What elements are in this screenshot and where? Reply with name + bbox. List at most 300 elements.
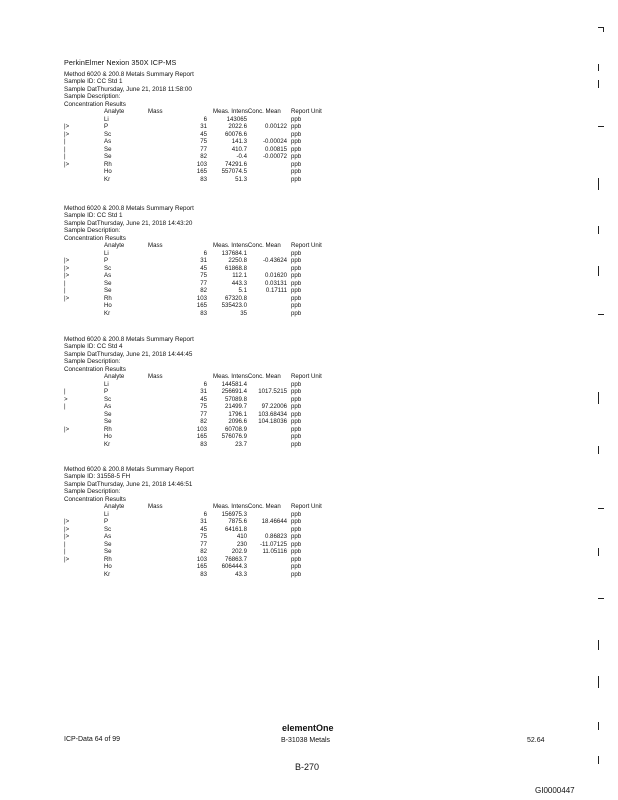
table-row [64,426,322,434]
table-row [64,433,322,441]
row-intensity: 64161.8 [224,525,247,533]
header-analyte: Analyte [104,108,125,116]
row-unit: ppb [291,145,302,153]
table-row [64,153,322,161]
row-analyte: Ho [104,302,112,310]
row-analyte: As [104,272,112,280]
row-spacer [148,556,182,564]
row-intensity: 51.3 [235,175,247,183]
row-mass: 6 [203,115,207,123]
row-spacer [148,302,182,310]
sample-description-line: Sample Description: [64,488,121,496]
row-flag: |> [64,533,70,541]
row-intensity: 202.9 [231,548,247,556]
results-label: Concentration Results [64,495,126,503]
sample-description-line: Sample Description: [64,227,121,235]
row-spacer [148,396,182,404]
margin-mark [598,676,599,688]
margin-mark [598,548,599,556]
row-intensity: 43.3 [235,570,247,578]
row-unit: ppb [291,115,302,123]
header-report-unit: Report Unit [291,242,322,250]
row-intensity: 2250.8 [228,257,247,265]
table-row [64,563,322,571]
row-conc-mean: 0.86823 [264,533,287,541]
row-spacer [148,511,182,519]
row-unit: ppb [291,153,302,161]
margin-mark [598,446,599,454]
row-mass: 77 [200,410,207,418]
margin-mark [598,226,599,234]
row-analyte: Se [104,153,112,161]
row-unit: ppb [291,309,302,317]
results-header-row [64,373,322,381]
row-flag: |> [64,525,70,533]
row-unit: ppb [291,395,302,403]
row-unit: ppb [291,175,302,183]
results-label: Concentration Results [64,365,126,373]
row-conc-mean [247,426,287,434]
row-conc-mean: -11.07125 [260,540,287,548]
row-unit: ppb [291,130,302,138]
table-row [64,295,322,303]
row-mass: 45 [200,130,207,138]
table-row [64,280,322,288]
row-intensity: 256691.4 [221,388,247,396]
row-unit: ppb [291,403,302,411]
row-mass: 82 [200,418,207,426]
table-row [64,381,322,389]
row-conc-mean: -0.00072 [262,153,287,161]
row-spacer [148,280,182,288]
row-flag [64,310,104,318]
header-mass: Mass [148,108,163,116]
row-flag [64,250,104,258]
row-intensity: 410 [236,533,247,541]
method-line: Method 6020 & 200.8 Metals Summary Report [64,336,194,343]
row-conc-mean [247,176,287,184]
row-analyte: Se [104,145,112,153]
row-analyte: Rh [104,555,112,563]
row-intensity: -0.4 [236,153,247,161]
sample-date-line: Sample DatThursday, June 21, 2018 11:58:00 [64,85,192,93]
row-flag: | [64,403,66,411]
table-row [64,138,322,146]
table-row [64,168,322,176]
table-row [64,123,322,131]
row-flag: |> [64,518,70,526]
row-spacer [148,433,182,441]
row-conc-mean: 104.18036 [258,418,287,426]
row-analyte: Kr [104,440,111,448]
row-flag: | [64,153,66,161]
row-analyte: Sc [104,525,112,533]
row-conc-mean [247,116,287,124]
row-mass: 165 [196,433,207,441]
row-conc-mean [247,265,287,273]
row-flag: | [64,145,66,153]
row-unit: ppb [291,294,302,302]
row-mass: 75 [200,272,207,280]
row-flag: | [64,540,66,548]
results-table [64,373,322,448]
table-row [64,518,322,526]
row-unit: ppb [291,518,302,526]
table-row [64,310,322,318]
row-unit: ppb [291,548,302,556]
row-unit: ppb [291,563,302,571]
row-spacer [148,426,182,434]
row-analyte: Se [104,418,112,426]
row-mass: 82 [200,548,207,556]
row-analyte: Rh [104,160,112,168]
row-conc-mean [247,295,287,303]
header-mass: Mass [148,242,163,250]
row-mass: 6 [203,249,207,257]
row-conc-mean [247,250,287,258]
row-conc-mean: 0.03131 [264,279,287,287]
row-unit: ppb [291,279,302,287]
row-mass: 83 [200,309,207,317]
row-spacer [148,116,182,124]
table-row [64,287,322,295]
row-flag [64,511,104,519]
row-flag [64,441,104,449]
row-unit: ppb [291,525,302,533]
row-mass: 83 [200,175,207,183]
row-analyte: Ho [104,563,112,571]
sample-id-line: Sample ID: CC Std 1 [64,78,123,86]
row-conc-mean: 11.05116 [262,548,287,556]
row-mass: 31 [200,123,207,131]
header-report-unit: Report Unit [291,108,322,116]
row-unit: ppb [291,388,302,396]
sample-date-line: Sample DatThursday, June 21, 2018 14:44:45 [64,350,193,358]
header-spacer [182,503,207,511]
row-conc-mean [247,131,287,139]
row-unit: ppb [291,540,302,548]
row-unit: ppb [291,410,302,418]
header-analyte: Analyte [104,503,125,511]
row-analyte: Ho [104,433,112,441]
header-spacer [64,373,104,381]
table-row [64,146,322,154]
results-table [64,108,322,183]
row-analyte: Kr [104,309,111,317]
row-intensity: 67320.8 [224,294,247,302]
row-intensity: 137684.1 [221,249,247,257]
row-analyte: Sc [104,395,112,403]
row-flag [64,381,104,389]
row-intensity: 57089.8 [224,395,247,403]
row-conc-mean: 97.22006 [261,403,287,411]
method-line: Method 6020 & 200.8 Metals Summary Report [64,466,194,473]
row-intensity: 1796.1 [228,410,247,418]
header-spacer [64,242,104,250]
row-intensity: 557074.5 [221,168,247,176]
margin-mark [598,178,599,190]
row-spacer [148,153,182,161]
row-unit: ppb [291,249,302,257]
row-analyte: Li [104,380,109,388]
row-mass: 31 [200,518,207,526]
bates-number: GI0000447 [535,786,575,795]
row-conc-mean [247,511,287,519]
results-header-row [64,242,322,250]
row-conc-mean: 0.01620 [264,272,287,280]
table-row [64,116,322,124]
row-analyte: Sc [104,130,112,138]
row-analyte: As [104,403,112,411]
row-mass: 165 [196,302,207,310]
row-unit: ppb [291,257,302,265]
row-unit: ppb [291,380,302,388]
results-label: Concentration Results [64,100,126,108]
margin-mark [598,64,599,71]
row-spacer [148,295,182,303]
sample-report-block [64,205,464,317]
footer-data-page: ICP-Data 64 of 99 [64,736,121,743]
margin-mark [598,314,604,315]
row-mass: 83 [200,440,207,448]
row-spacer [148,287,182,295]
margin-mark [598,80,599,88]
row-mass: 103 [196,555,207,563]
row-spacer [148,441,182,449]
row-unit: ppb [291,533,302,541]
row-conc-mean: 0.00815 [264,145,287,153]
row-conc-mean [247,556,287,564]
row-mass: 165 [196,168,207,176]
row-conc-mean [247,302,287,310]
row-intensity: 23.7 [235,440,247,448]
header-spacer [182,373,207,381]
row-unit: ppb [291,168,302,176]
row-intensity: 156975.3 [221,510,247,518]
row-flag: |> [64,555,70,563]
row-analyte: P [104,518,109,526]
row-intensity: 410.7 [231,145,247,153]
row-spacer [148,257,182,265]
row-mass: 103 [196,425,207,433]
page-number: B-270 [295,762,320,772]
table-row [64,548,322,556]
header-meas-intens: Meas. IntensConc. Mean [213,108,281,116]
row-intensity: 74291.6 [224,160,247,168]
row-flag: |> [64,264,70,272]
row-unit: ppb [291,264,302,272]
row-flag: | [64,279,66,287]
margin-mark [598,266,599,276]
row-unit: ppb [291,555,302,563]
row-analyte: Se [104,548,112,556]
row-conc-mean [247,571,287,579]
row-spacer [148,388,182,396]
margin-mark [598,126,604,127]
row-spacer [148,168,182,176]
row-mass: 83 [200,570,207,578]
row-analyte: P [104,388,109,396]
row-flag: |> [64,272,70,280]
row-mass: 31 [200,257,207,265]
sample-id-line: Sample ID: CC Std 4 [64,343,123,351]
row-flag [64,176,104,184]
row-mass: 103 [196,160,207,168]
row-flag [64,418,104,426]
row-spacer [148,541,182,549]
row-intensity: 143065 [226,115,247,123]
row-intensity: 5.1 [238,287,247,295]
row-mass: 6 [203,510,207,518]
row-analyte: Se [104,279,112,287]
footer-ref-number: 52.64 [527,737,545,744]
row-flag: |> [64,130,70,138]
row-flag [64,411,104,419]
row-intensity: 2096.6 [228,418,247,426]
table-row [64,571,322,579]
row-unit: ppb [291,425,302,433]
row-intensity: 443.3 [231,279,247,287]
header-mass: Mass [148,373,163,381]
row-conc-mean: 1017.5215 [258,388,287,396]
sample-date-line: Sample DatThursday, June 21, 2018 14:43:20 [64,219,193,227]
row-analyte: Kr [104,570,111,578]
header-spacer [64,503,104,511]
row-intensity: 60708.9 [224,425,247,433]
row-analyte: As [104,138,112,146]
row-mass: 75 [200,138,207,146]
row-intensity: 144581.4 [221,380,247,388]
header-report-unit: Report Unit [291,503,322,511]
results-header-row [64,108,322,116]
row-flag [64,116,104,124]
margin-mark [598,640,599,650]
row-flag: | [64,138,66,146]
table-row [64,403,322,411]
row-analyte: As [104,533,112,541]
row-conc-mean: -0.00024 [262,138,287,146]
row-conc-mean [247,168,287,176]
row-spacer [148,131,182,139]
margin-mark [598,392,599,404]
row-intensity: 61868.8 [224,264,247,272]
sample-description-line: Sample Description: [64,93,121,101]
row-intensity: 76863.7 [224,555,247,563]
row-spacer [148,418,182,426]
row-flag: |> [64,425,70,433]
row-analyte: Se [104,287,112,295]
results-table [64,503,322,578]
row-conc-mean [247,396,287,404]
row-unit: ppb [291,123,302,131]
table-row [64,302,322,310]
row-flag: |> [64,294,70,302]
sample-id-line: Sample ID: CC Std 1 [64,212,123,220]
table-row [64,526,322,534]
row-unit: ppb [291,138,302,146]
table-row [64,272,322,280]
row-unit: ppb [291,510,302,518]
row-conc-mean [247,441,287,449]
header-spacer [64,108,104,116]
row-unit: ppb [291,440,302,448]
row-analyte: Se [104,410,112,418]
margin-mark [598,722,599,730]
row-unit: ppb [291,418,302,426]
row-flag [64,571,104,579]
results-label: Concentration Results [64,234,126,242]
row-analyte: Rh [104,294,112,302]
row-spacer [148,533,182,541]
row-flag [64,433,104,441]
sample-description-line: Sample Description: [64,358,121,366]
row-unit: ppb [291,433,302,441]
row-conc-mean [247,381,287,389]
row-spacer [148,138,182,146]
header-mass: Mass [148,503,163,511]
row-flag [64,563,104,571]
table-row [64,388,322,396]
method-line: Method 6020 & 200.8 Metals Summary Report [64,205,194,212]
row-mass: 82 [200,153,207,161]
row-spacer [148,381,182,389]
row-spacer [148,161,182,169]
row-conc-mean [247,563,287,571]
table-row [64,265,322,273]
row-spacer [148,411,182,419]
row-unit: ppb [291,302,302,310]
header-spacer [182,108,207,116]
row-unit: ppb [291,272,302,280]
row-intensity: 21499.7 [224,403,247,411]
row-analyte: Li [104,249,109,257]
row-spacer [148,250,182,258]
row-analyte: Rh [104,425,112,433]
row-mass: 45 [200,525,207,533]
header-analyte: Analyte [104,373,125,381]
row-analyte: Kr [104,175,111,183]
row-spacer [148,272,182,280]
row-mass: 82 [200,287,207,295]
row-spacer [148,563,182,571]
row-analyte: Sc [104,264,112,272]
row-conc-mean: 103.68434 [258,410,287,418]
table-row [64,556,322,564]
header-meas-intens: Meas. IntensConc. Mean [213,503,281,511]
company-logo: elementOne [282,723,334,733]
row-conc-mean [247,310,287,318]
table-row [64,441,322,449]
row-unit: ppb [291,287,302,295]
row-intensity: 606444.3 [221,563,247,571]
row-mass: 45 [200,395,207,403]
row-spacer [148,265,182,273]
method-line: Method 6020 & 200.8 Metals Summary Report [64,71,194,78]
table-row [64,541,322,549]
row-conc-mean [247,526,287,534]
row-mass: 6 [203,380,207,388]
row-spacer [148,403,182,411]
table-row [64,250,322,258]
row-flag: | [64,388,66,396]
row-flag: | [64,287,66,295]
row-spacer [148,526,182,534]
row-spacer [148,571,182,579]
row-mass: 45 [200,264,207,272]
row-flag: | [64,548,66,556]
table-row [64,511,322,519]
header-meas-intens: Meas. IntensConc. Mean [213,242,281,250]
